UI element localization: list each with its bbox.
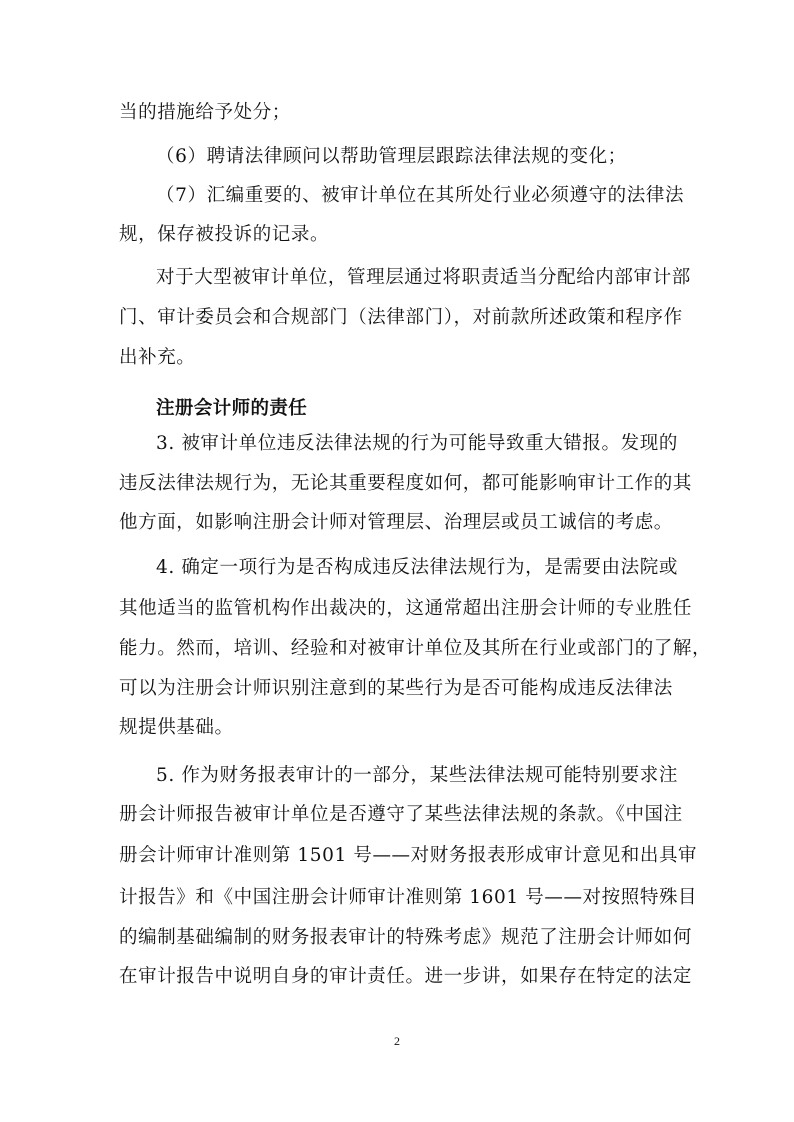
text-line: （7）汇编重要的、被审计单位在其所处行业必须遵守的法律法 <box>156 185 685 206</box>
text-line: 4. 确定一项行为是否构成违反法律法规行为，是需要由法院或 <box>156 557 678 578</box>
text-line: 册会计师审计准则第 1501 号——对财务报表形成审计意见和出具审 <box>119 845 698 866</box>
text-line: 的编制基础编制的财务报表审计的特殊考虑》规范了注册会计师如何 <box>119 927 693 948</box>
text-line: 可以为注册会计师识别注意到的某些行为是否可能构成违反法律法 <box>119 678 673 699</box>
text-line: 出补充。 <box>119 347 196 368</box>
text-line: 他方面，如影响注册会计师对管理层、治理层或员工诚信的考虑。 <box>119 512 673 533</box>
text-line: 计报告》和《中国注册会计师审计准则第 1601 号——对按照特殊目 <box>119 887 698 908</box>
text-line: 在审计报告中说明自身的审计责任。进一步讲，如果存在特定的法定 <box>119 966 693 987</box>
page-number: 2 <box>394 1034 400 1048</box>
text-line: （6）聘请法律顾问以帮助管理层跟踪法律法规的变化； <box>156 146 627 167</box>
text-line: 当的措施给予处分； <box>119 102 291 123</box>
text-line: 违反法律法规行为，无论其重要程度如何，都可能影响审计工作的其 <box>119 473 693 494</box>
text-line: 规，保存被投诉的记录。 <box>119 224 330 245</box>
text-line: 对于大型被审计单位，管理层通过将职责适当分配给内部审计部 <box>156 267 691 288</box>
text-line: 其他适当的监管机构作出裁决的，这通常超出注册会计师的专业胜任 <box>119 598 693 619</box>
text-line: 门、审计委员会和合规部门（法律部门），对前款所述政策和程序作 <box>119 307 683 328</box>
section-heading: 注册会计师的责任 <box>156 398 308 419</box>
text-line: 5. 作为财务报表审计的一部分，某些法律法规可能特别要求注 <box>156 765 678 786</box>
text-line: 3. 被审计单位违反法律法规的行为可能导致重大错报。发现的 <box>156 433 678 454</box>
text-line: 能力。然而，培训、经验和对被审计单位及其所在行业或部门的了解， <box>119 638 712 659</box>
text-line: 规提供基础。 <box>119 717 234 738</box>
text-line: 册会计师报告被审计单位是否遵守了某些法律法规的条款。《中国注 <box>119 804 683 825</box>
